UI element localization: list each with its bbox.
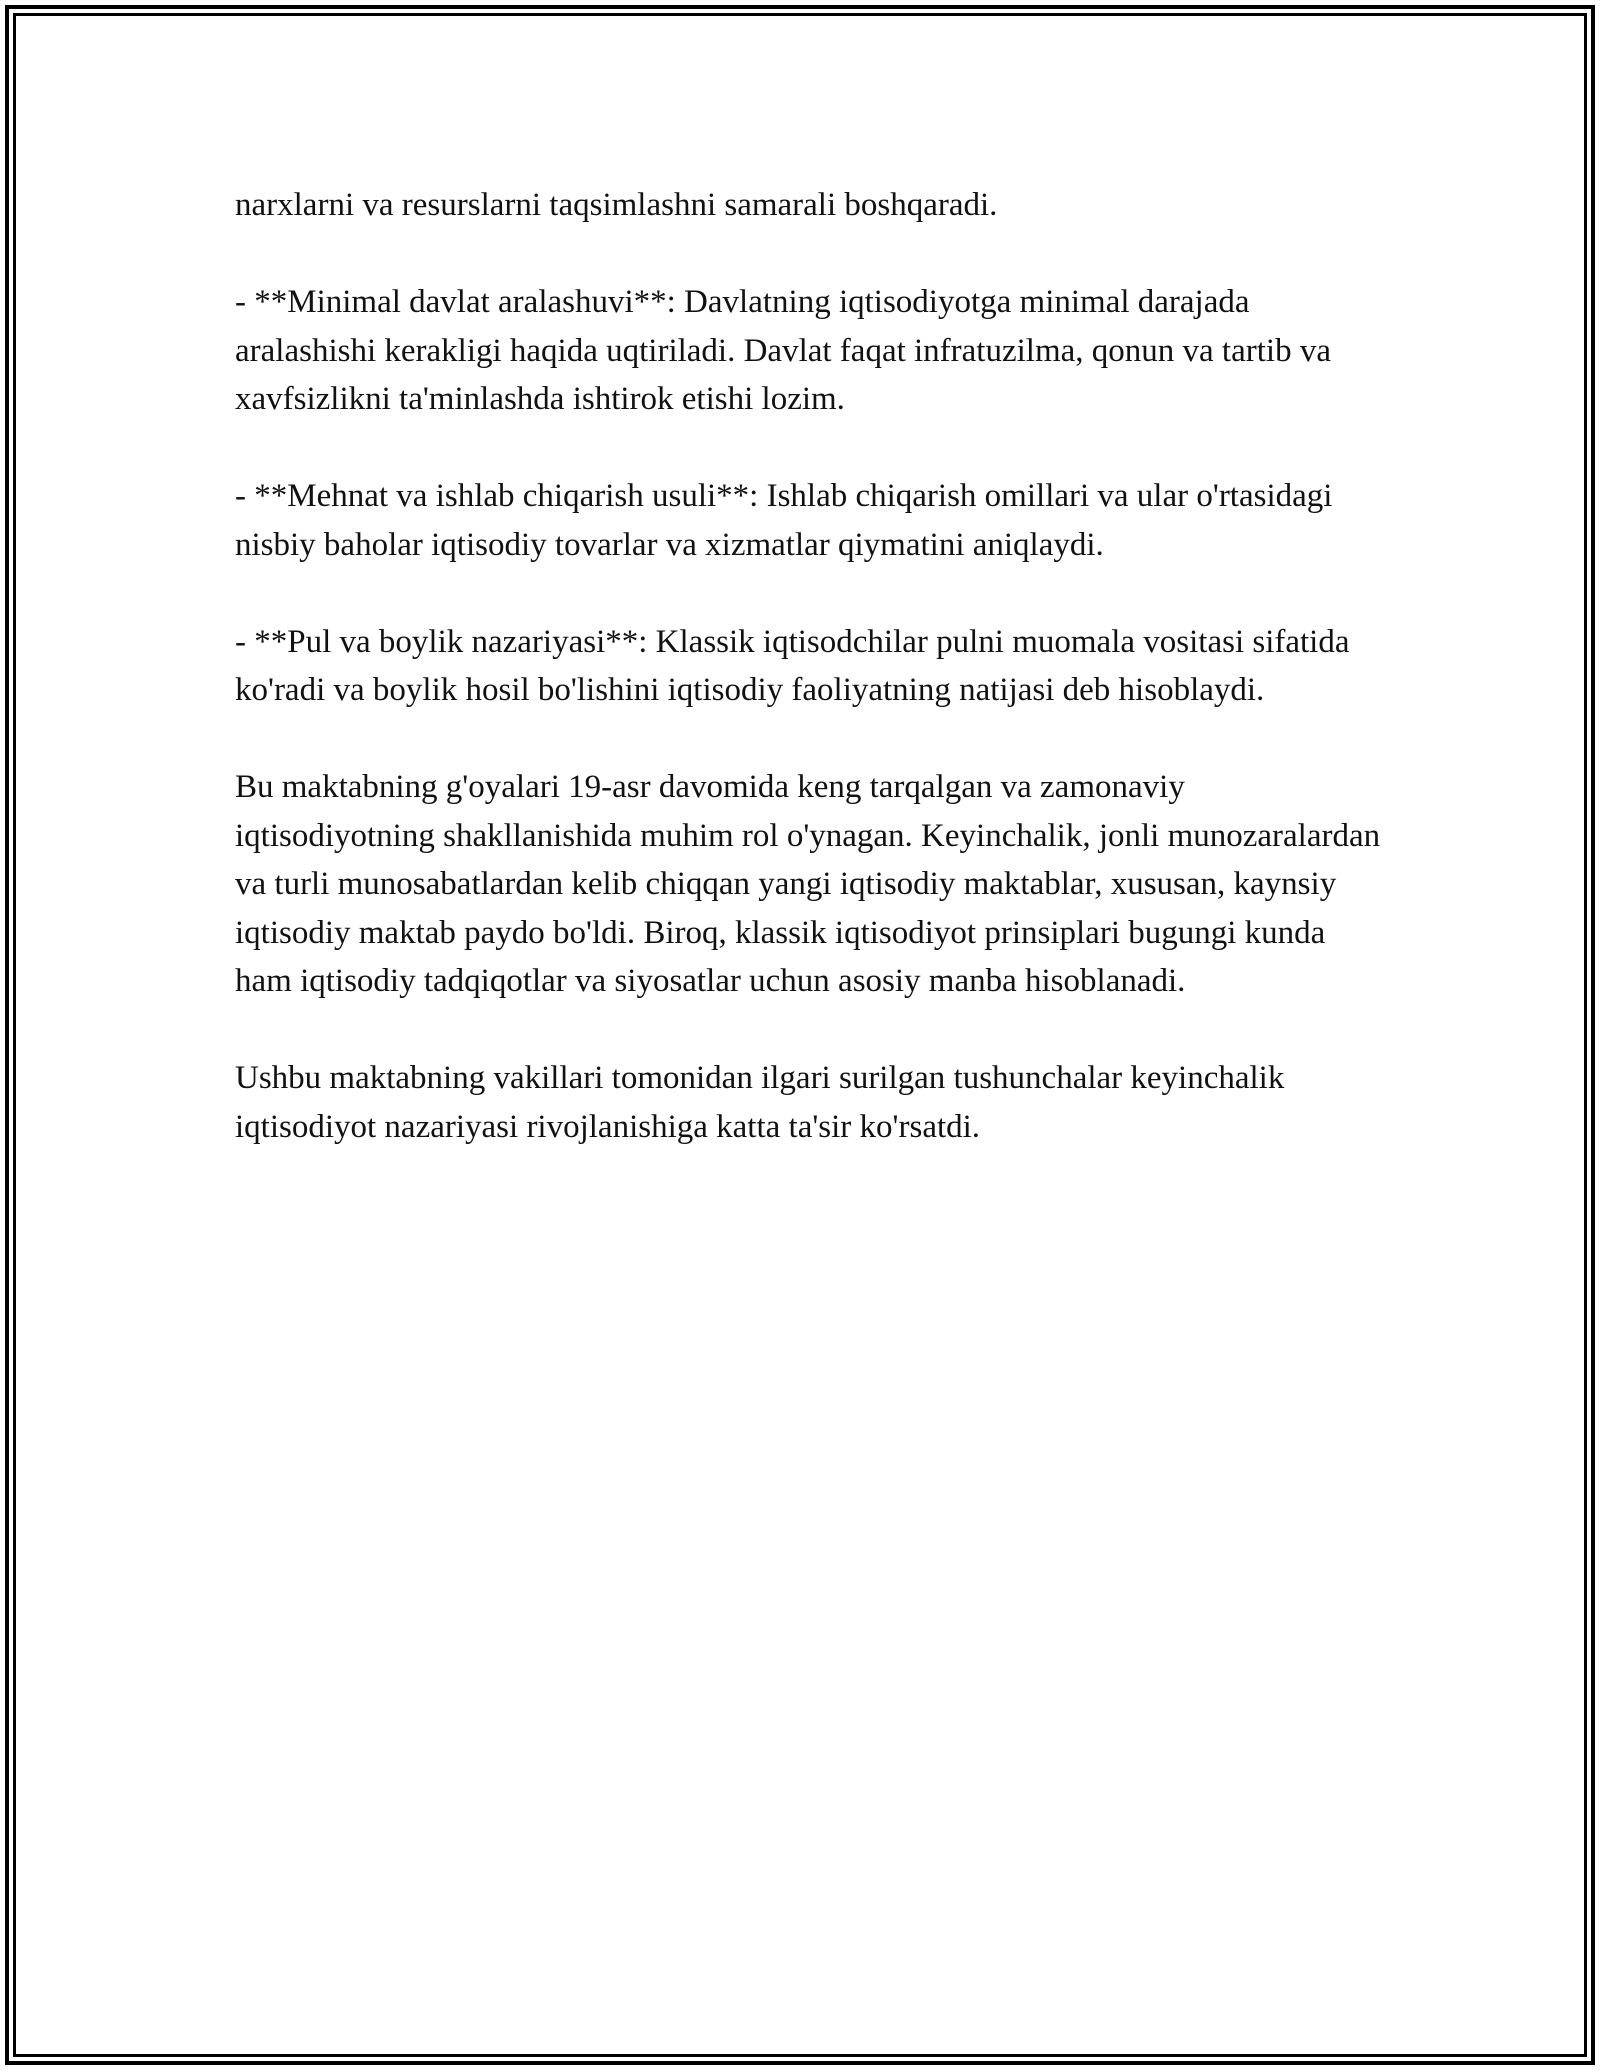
paragraph-conclusion: Ushbu maktabning vakillari tomonidan ilgari surilgan tushunchalar keyinchalik iqtisodiyot nazariyasi rivojlanishiga katta ta'sir ko'rsatdi. <box>235 1060 1285 1145</box>
bullet-minimal-state-intervention: - **Minimal davlat aralashuvi**: Davlatning iqtisodiyotga minimal darajada aralashishi kerakligi haqida uqtiriladi. Davlat faqat infratuzilma, qonun va tartib va xavfsizlikni ta'minlashda ishtirok etishi lozim. <box>235 284 1331 417</box>
bullet-money-wealth-theory: - **Pul va boylik nazariyasi**: Klassik iqtisodchilar pulni muomala vositasi sifatida ko'radi va boylik hosil bo'lishini iqtisodiy faoliyatning natijasi deb hisoblaydi. <box>235 623 1350 708</box>
bullet-labor-production-method: - **Mehnat va ishlab chiqarish usuli**: Ishlab chiqarish omillari va ular o'rtasidagi nisbiy baholar iqtisodiy tovarlar va xizmatlar qiymatini aniqlaydi. <box>235 478 1333 563</box>
document-body <box>235 181 1385 1200</box>
paragraph-school-influence: Bu maktabning g'oyalari 19-asr davomida keng tarqalgan va zamonaviy iqtisodiyotning shakllanishida muhim rol o'ynagan. Keyinchalik, jonli munozaralardan va turli munosabatlardan kelib chiqqan yangi iqtisodiy maktablar, xususan, kaynsiy iqtisodiy maktab paydo bo'ldi. Biroq, klassik iqtisodiyot prinsiplari bugungi kunda ham iqtisodiy tadqiqotlar va siyosatlar uchun asosiy manba hisoblanadi. <box>235 769 1381 999</box>
paragraph-continuation: narxlarni va resurslarni taqsimlashni samarali boshqaradi. <box>235 187 998 223</box>
